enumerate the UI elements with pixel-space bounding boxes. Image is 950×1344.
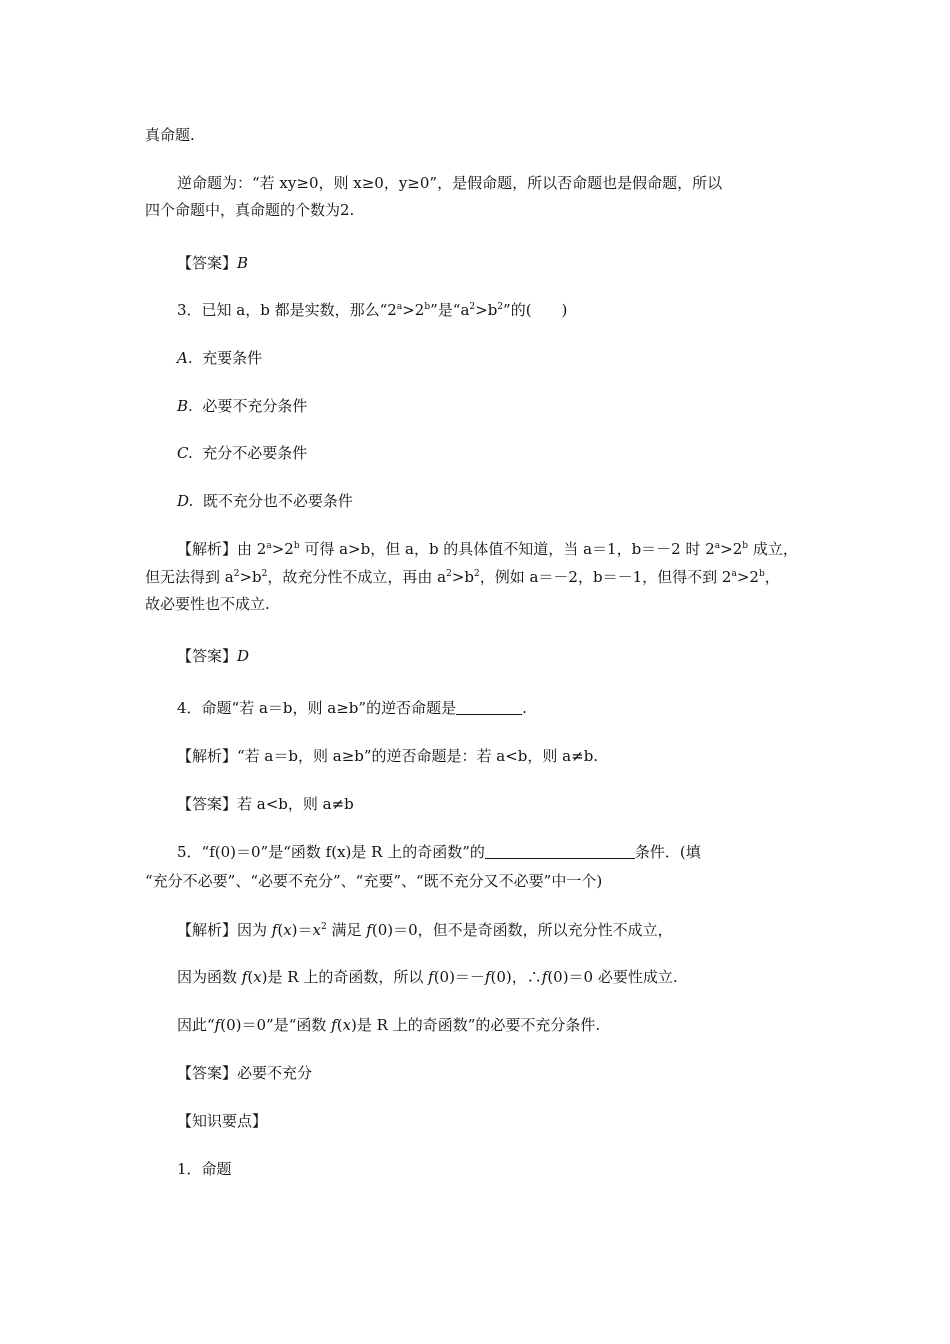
text: 因为函数	[177, 968, 242, 986]
superscript: 2	[446, 569, 452, 579]
option-key: D.	[177, 492, 194, 510]
text: (	[336, 1016, 343, 1034]
text: 【解析】因为	[177, 921, 272, 939]
text: ”的( )	[503, 301, 568, 319]
fill-in-blank	[456, 700, 522, 715]
math-var: f	[331, 1016, 337, 1034]
answer-label: 【答案】	[177, 254, 238, 272]
text: (0)＝0”是“函数	[220, 1016, 332, 1034]
text: 4．命题“若 a＝b，则 a≥b”的逆否命题是	[177, 699, 457, 717]
answer-value: B	[237, 254, 249, 272]
math-var: f	[366, 921, 372, 939]
superscript: 2	[473, 569, 480, 579]
math-var: f	[214, 1016, 221, 1034]
analysis-4: 【解析】“若 a＝b，则 a≥b”的逆否命题是：若 a<b，则 a≠b.	[177, 747, 599, 765]
math-var: x	[342, 1016, 352, 1034]
math-var: x	[312, 921, 321, 939]
math-var: x	[283, 921, 292, 939]
text: >b	[239, 568, 262, 586]
question-3	[177, 300, 817, 320]
question-5-line-2: “充分不必要”、“必要不充分”、“充要”、“既不充分又不必要”中一个)	[145, 872, 603, 890]
analysis-3-line-2	[145, 567, 815, 587]
superscript: 2	[233, 569, 240, 579]
option-a	[177, 348, 817, 368]
math-var: f	[241, 968, 248, 986]
superscript: a	[714, 541, 721, 551]
answer-line	[177, 253, 817, 273]
option-b	[177, 396, 817, 416]
analysis-3-line-3: 故必要性也不成立.	[145, 595, 270, 613]
text-line: 逆命题为：“若 xy≥0，则 x≥0，y≥0”，是假命题，所以否命题也是假命题，所以	[177, 174, 723, 192]
option-text: 充分不必要条件	[202, 444, 308, 462]
text: (0)，∴	[490, 968, 542, 986]
text: >b	[475, 301, 498, 319]
answer-5: 【答案】必要不充分	[177, 1064, 313, 1082]
answer-value: D	[237, 647, 250, 665]
text-line: 四个命题中，真命题的个数为2.	[145, 201, 355, 219]
text: 满足	[326, 921, 367, 939]
analysis-5-line-3	[177, 1015, 817, 1035]
superscript: 2	[497, 302, 504, 312]
text: 【解析】由 2	[177, 540, 267, 558]
text: >b	[451, 568, 474, 586]
question-5-line-1	[177, 842, 817, 862]
superscript: b	[742, 541, 749, 551]
text: (	[247, 968, 254, 986]
math-var: x	[253, 968, 262, 986]
analysis-5-line-1	[177, 920, 817, 940]
text: 5．“f(0)＝0”是“函数 f(x)是 R 上的奇函数”的	[177, 843, 485, 861]
text: >2	[402, 301, 425, 319]
text: .	[522, 699, 527, 717]
text: (0)＝0 必要性成立.	[547, 968, 678, 986]
text: >2	[271, 540, 294, 558]
text: ”是“a	[430, 301, 470, 319]
text: ，例如 a＝－2，b＝－1，但得不到 2	[479, 568, 732, 586]
section-heading: 【知识要点】	[177, 1112, 268, 1130]
text: (0)＝－	[433, 968, 485, 986]
math-var: f	[541, 968, 548, 986]
text: >2	[736, 568, 759, 586]
superscript: b	[424, 302, 431, 312]
answer-line	[177, 646, 817, 666]
superscript: a	[731, 569, 737, 579]
analysis-5-line-2	[177, 967, 817, 987]
superscript: 2	[321, 922, 327, 932]
superscript: 2	[469, 302, 476, 312]
text-line: 真命题.	[145, 126, 195, 144]
option-d	[177, 491, 817, 511]
superscript: b	[758, 569, 765, 579]
subsection-heading: 1．命题	[177, 1160, 232, 1178]
option-text: 必要不充分条件	[202, 397, 308, 415]
text: 成立，	[748, 540, 798, 558]
text: )＝	[291, 921, 313, 939]
text: )是 R 上的奇函数，所以	[261, 968, 429, 986]
text: )是 R 上的奇函数”的必要不充分条件.	[351, 1016, 601, 1034]
text: >2	[720, 540, 743, 558]
superscript: b	[293, 541, 300, 551]
text: 可得 a>b，但 a，b 的具体值不知道，当 a＝1，b＝－2 时 2	[299, 540, 715, 558]
text: 但无法得到 a	[145, 568, 234, 586]
text: 条件．(填	[634, 843, 701, 861]
option-key: B.	[177, 397, 193, 415]
superscript: 2	[261, 569, 268, 579]
superscript: a	[266, 541, 272, 551]
fill-in-blank	[485, 844, 635, 859]
answer-label: 【答案】	[177, 647, 238, 665]
superscript: a	[396, 302, 403, 312]
option-text: 既不充分也不必要条件	[202, 492, 353, 510]
analysis-3-line-1	[177, 539, 817, 559]
text: (0)＝0，但不是奇函数，所以充分性不成立，	[371, 921, 673, 939]
text: 因此“	[177, 1016, 215, 1034]
question-4	[177, 698, 817, 718]
math-var: f	[271, 921, 278, 939]
text: (	[277, 921, 284, 939]
math-var: f	[484, 968, 491, 986]
answer-4: 【答案】若 a<b，则 a≠b	[177, 795, 354, 813]
text: ，	[764, 568, 780, 586]
text: ，故充分性不成立，再由 a	[267, 568, 447, 586]
option-text: 充要条件	[202, 349, 263, 367]
option-c	[177, 443, 817, 463]
option-key: C.	[177, 444, 193, 462]
option-key: A.	[177, 349, 193, 367]
text: 3．已知 a，b 都是实数，那么“2	[177, 301, 397, 319]
math-var: f	[428, 968, 434, 986]
